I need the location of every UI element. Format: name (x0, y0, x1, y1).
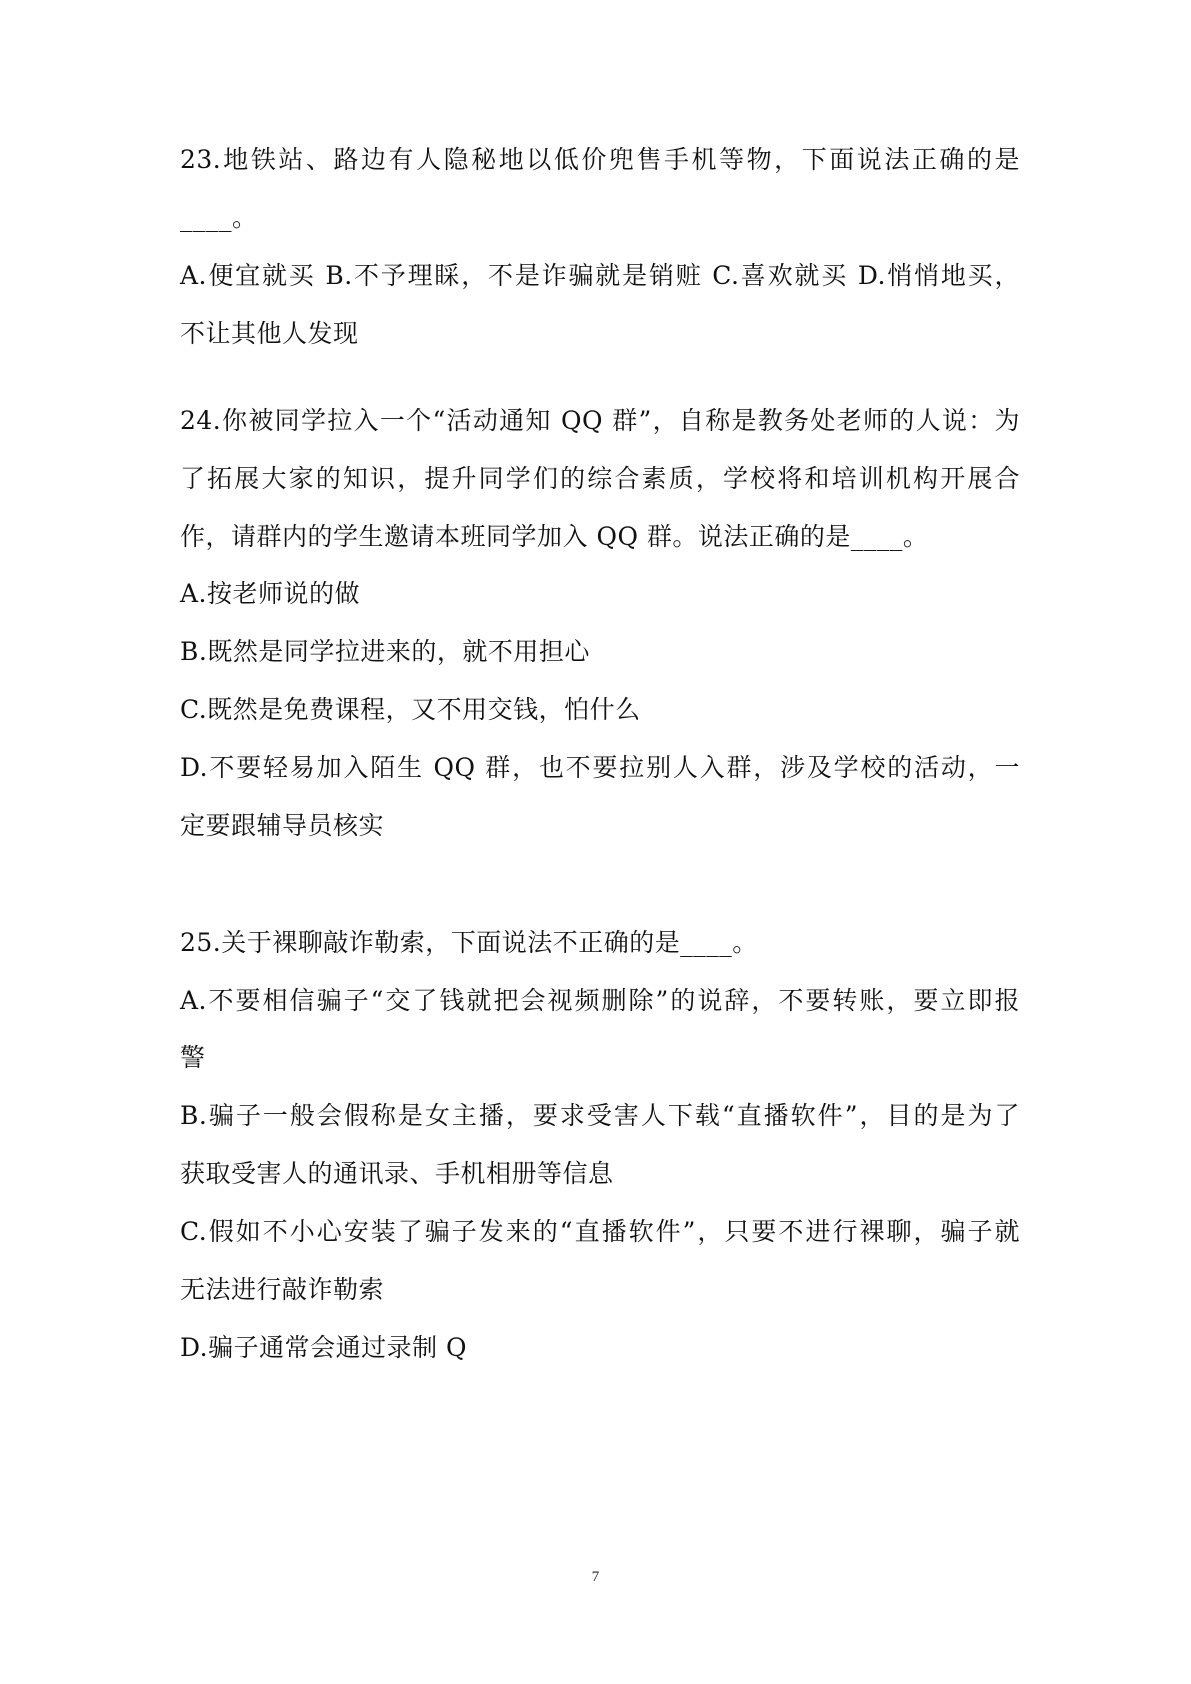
question-23-stem-line-2: ____。 (180, 203, 258, 232)
question-25-option-a-line-2: 警 (180, 1043, 206, 1072)
question-23-stem-line-1: 23.地铁站、路边有人隐秘地以低价兜售手机等物，下面说法正确的是 (180, 145, 1020, 174)
question-25-stem-line-1: 25.关于裸聊敲诈勒索，下面说法不正确的是____。 (180, 928, 758, 957)
question-23-options-line-2: 不让其他人发现 (180, 319, 359, 348)
question-24-option-b: B.既然是同学拉进来的，就不用担心 (180, 637, 590, 666)
question-24-option-a: A.按老师说的做 (180, 579, 361, 608)
question-24-stem-line-1: 24.你被同学拉入一个“活动通知 QQ 群”，自称是教务处老师的人说：为 (180, 406, 1020, 435)
question-24-option-d-line-1: D.不要轻易加入陌生 QQ 群，也不要拉别人入群，涉及学校的活动，一 (180, 753, 1020, 782)
question-24-option-c: C.既然是免费课程，又不用交钱，怕什么 (180, 695, 641, 724)
question-25-option-a-line-1: A.不要相信骗子“交了钱就把会视频删除”的说辞，不要转账，要立即报 (180, 986, 1020, 1015)
question-24-option-d-line-2: 定要跟辅导员核实 (180, 811, 385, 840)
page-number: 7 (591, 1569, 600, 1585)
question-25-option-c-line-2: 无法进行敲诈勒索 (180, 1275, 385, 1304)
question-25-option-d-line-1: D.骗子通常会通过录制 Q (180, 1333, 468, 1362)
question-23-options-line-1: A.便宜就买 B.不予理睬，不是诈骗就是销赃 C.喜欢就买 D.悄悄地买， (180, 261, 1020, 290)
question-25-option-b-line-2: 获取受害人的通讯录、手机相册等信息 (180, 1159, 614, 1188)
question-25-option-b-line-1: B.骗子一般会假称是女主播，要求受害人下载“直播软件”，目的是为了 (180, 1101, 1020, 1130)
question-25-option-c-line-1: C.假如不小心安装了骗子发来的“直播软件”，只要不进行裸聊，骗子就 (180, 1217, 1020, 1246)
question-24-stem-line-2: 了拓展大家的知识，提升同学们的综合素质，学校将和培训机构开展合 (180, 464, 1020, 493)
question-24-stem-line-3: 作，请群内的学生邀请本班同学加入 QQ 群。说法正确的是____。 (180, 522, 929, 551)
